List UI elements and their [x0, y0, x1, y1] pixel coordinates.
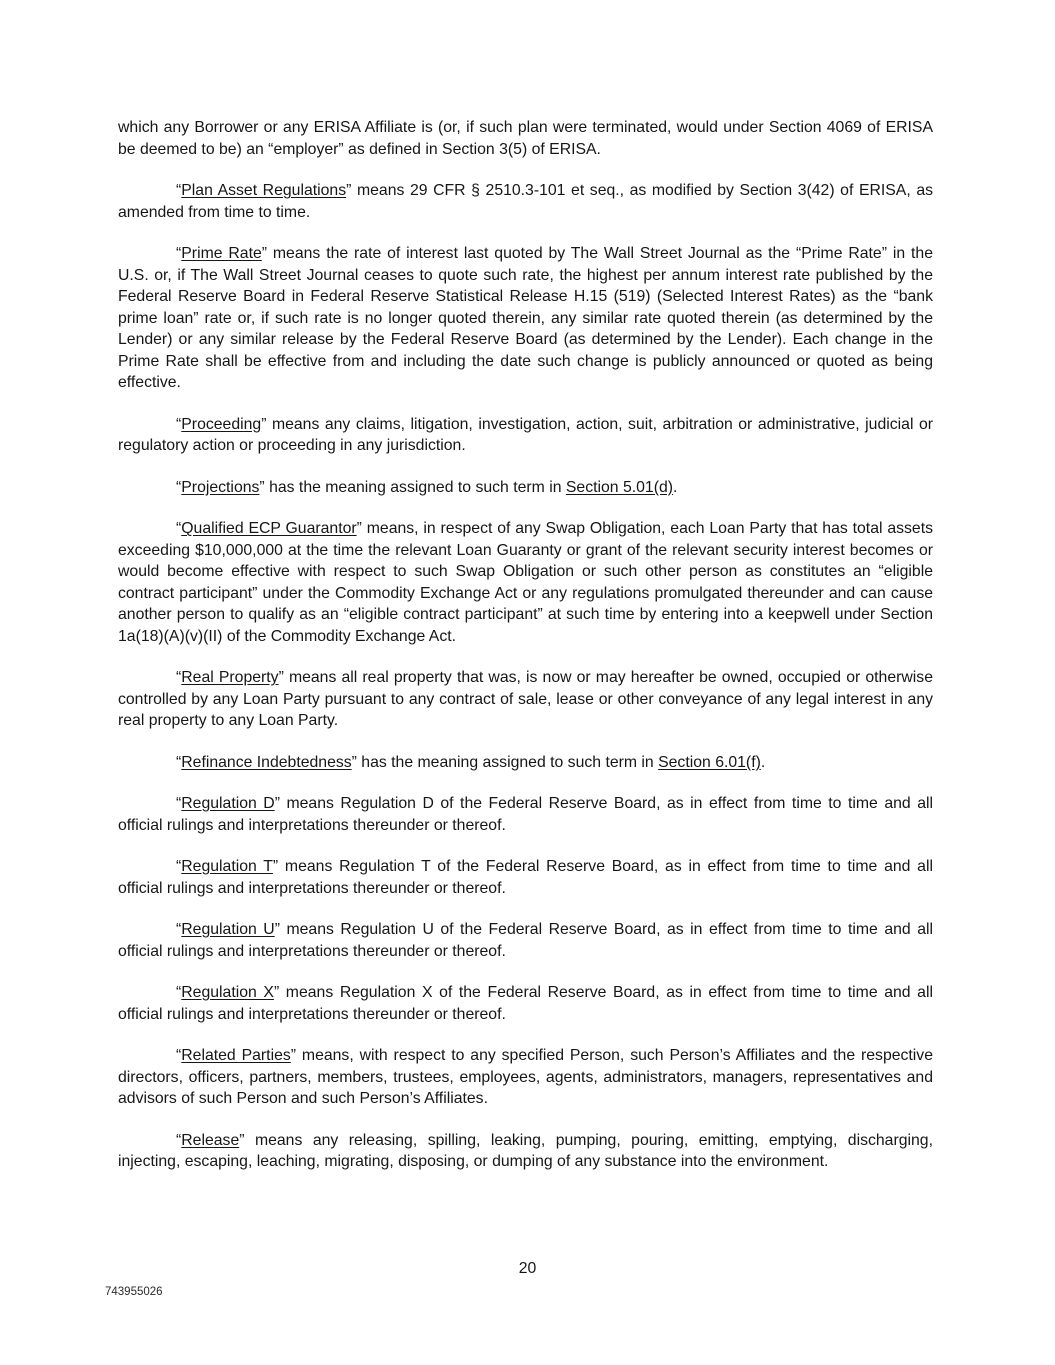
paragraph-plan-asset-regulations: [118, 180, 933, 223]
paragraph-text: ” means any claims, litigation, investigation, action, suit, arbitration or administrative, judicial or regulatory action or proceeding in any jurisdiction.: [118, 415, 933, 454]
defined-term: Real Property: [181, 669, 279, 686]
paragraph-text: “: [176, 858, 182, 875]
paragraph-regulation-u: [118, 919, 933, 962]
paragraph-text: “: [176, 1047, 182, 1064]
paragraph-text: “: [176, 182, 182, 199]
paragraph-text: “: [176, 921, 182, 938]
paragraph-regulation-t: [118, 856, 933, 899]
paragraph-text: .: [760, 753, 766, 771]
defined-term: Projections: [181, 478, 260, 496]
paragraph-text: ” means all real property that was, is now or may hereafter be owned, occupied or otherwise controlled by any Loan Party pursuant to any contract of sale, lease or other conveyance of any legal interest in any real property to any Loan Party.: [118, 669, 933, 729]
paragraph-related-parties: [118, 1045, 933, 1110]
paragraph-text: “: [176, 795, 182, 812]
paragraph-qualified-ecp-guarantor: [118, 518, 933, 647]
paragraph-text: “: [176, 1131, 182, 1149]
paragraph-regulation-d: [118, 793, 933, 836]
paragraph-text: ” means, in respect of any Swap Obligation, each Loan Party that has total assets exceeding $10,000,000 at the time the relevant Loan Guaranty or grant of the relevant security interest becomes or would become effective with respect to such Swap Obligation or such other person as constitutes an “eligible contract participant” under the Commodity Exchange Act or any regulations promulgated thereunder and can cause another person to qualify as an “eligible contract participant” at such time by entering into a keepwell under Section 1a(18)(A)(v)(II) of the Commodity Exchange Act.: [118, 520, 933, 645]
paragraph-text: ” means Regulation U of the Federal Reserve Board, as in effect from time to time and all official rulings and interpretations thereunder or thereof.: [118, 921, 933, 960]
paragraph-proceeding: [118, 414, 933, 457]
defined-term: Regulation X: [181, 984, 274, 1001]
paragraph-regulation-x: [118, 982, 933, 1025]
paragraph-text: “: [176, 245, 182, 262]
paragraph-release: [118, 1130, 933, 1173]
document-id-footer: 743955026: [105, 1286, 163, 1298]
defined-term: Prime Rate: [181, 245, 262, 262]
paragraph-erisa-continuation: [118, 117, 933, 160]
document-body: [118, 117, 933, 1193]
defined-term: Section 6.01(f): [658, 753, 761, 771]
paragraph-text: “: [176, 984, 182, 1001]
paragraph-text: ” means Regulation T of the Federal Reserve Board, as in effect from time to time and all official rulings and interpretations thereunder or thereof.: [118, 858, 933, 897]
paragraph-projections: [118, 477, 933, 499]
defined-term: Regulation U: [181, 921, 275, 938]
defined-term: Section 5.01(d): [565, 478, 674, 496]
paragraph-text: ” means 29 CFR § 2510.3-101 et seq., as modified by Section 3(42) of ERISA, as amended from time to time.: [118, 182, 934, 221]
defined-term: Regulation D: [181, 795, 275, 812]
paragraph-text: ” has the meaning assigned to such term in: [259, 478, 566, 496]
paragraph-prime-rate: [118, 243, 933, 394]
paragraph-text: “: [176, 478, 182, 496]
paragraph-refinance-indebtedness: [118, 752, 933, 774]
defined-term: Release: [181, 1131, 240, 1149]
paragraph-text: “: [176, 520, 182, 537]
defined-term: Refinance Indebtedness: [181, 753, 352, 771]
paragraph-text: ” means any releasing, spilling, leaking, pumping, pouring, emitting, emptying, discharging, injecting, escaping, leaching, migrating, disposing, or dumping of any substance into the environment.: [118, 1131, 933, 1170]
paragraph-real-property: [118, 667, 933, 732]
paragraph-text: ” means Regulation D of the Federal Reserve Board, as in effect from time to time and all official rulings and interpretations thereunder or thereof.: [118, 795, 933, 834]
defined-term: Proceeding: [181, 415, 262, 433]
paragraph-text: “: [176, 669, 182, 686]
defined-term: Qualified ECP Guarantor: [181, 520, 357, 537]
defined-term: Related Parties: [181, 1047, 291, 1064]
paragraph-text: .: [673, 478, 678, 496]
paragraph-text: “: [176, 753, 182, 771]
page-number: 20: [518, 1260, 537, 1277]
defined-term: Regulation T: [181, 858, 273, 875]
defined-term: Plan Asset Regulations: [181, 182, 347, 199]
paragraph-text: ” means Regulation X of the Federal Reserve Board, as in effect from time to time and all official rulings and interpretations thereunder or thereof.: [118, 984, 933, 1023]
paragraph-text: ” has the meaning assigned to such term in: [351, 753, 659, 771]
paragraph-text: “: [176, 415, 182, 433]
paragraph-text: which any Borrower or any ERISA Affiliate is (or, if such plan were terminated, would under Section 4069 of ERISA be deemed to be) an “employer” as defined in Section 3(5) of ERISA.: [118, 119, 933, 158]
paragraph-text: ” means, with respect to any specified Person, such Person’s Affiliates and the respective directors, officers, partners, members, trustees, employees, agents, administrators, managers, representatives and advisors of such Person and such Person’s Affiliates.: [118, 1047, 933, 1107]
paragraph-text: ” means the rate of interest last quoted by The Wall Street Journal as the “Prime Rate” in the U.S. or, if The Wall Street Journal ceases to quote such rate, the highest per annum interest rate published by the Federal Reserve Board in Federal Reserve Statistical Release H.15 (519) (Selected Interest Rates) as the “bank prime loan” rate or, if such rate is no longer quoted therein, any similar rate quoted therein (as determined by the Lender) or any similar release by the Federal Reserve Board (as determined by the Lender). Each change in the Prime Rate shall be effective from and including the date such change is publicly announced or quoted as being effective.: [118, 245, 933, 391]
